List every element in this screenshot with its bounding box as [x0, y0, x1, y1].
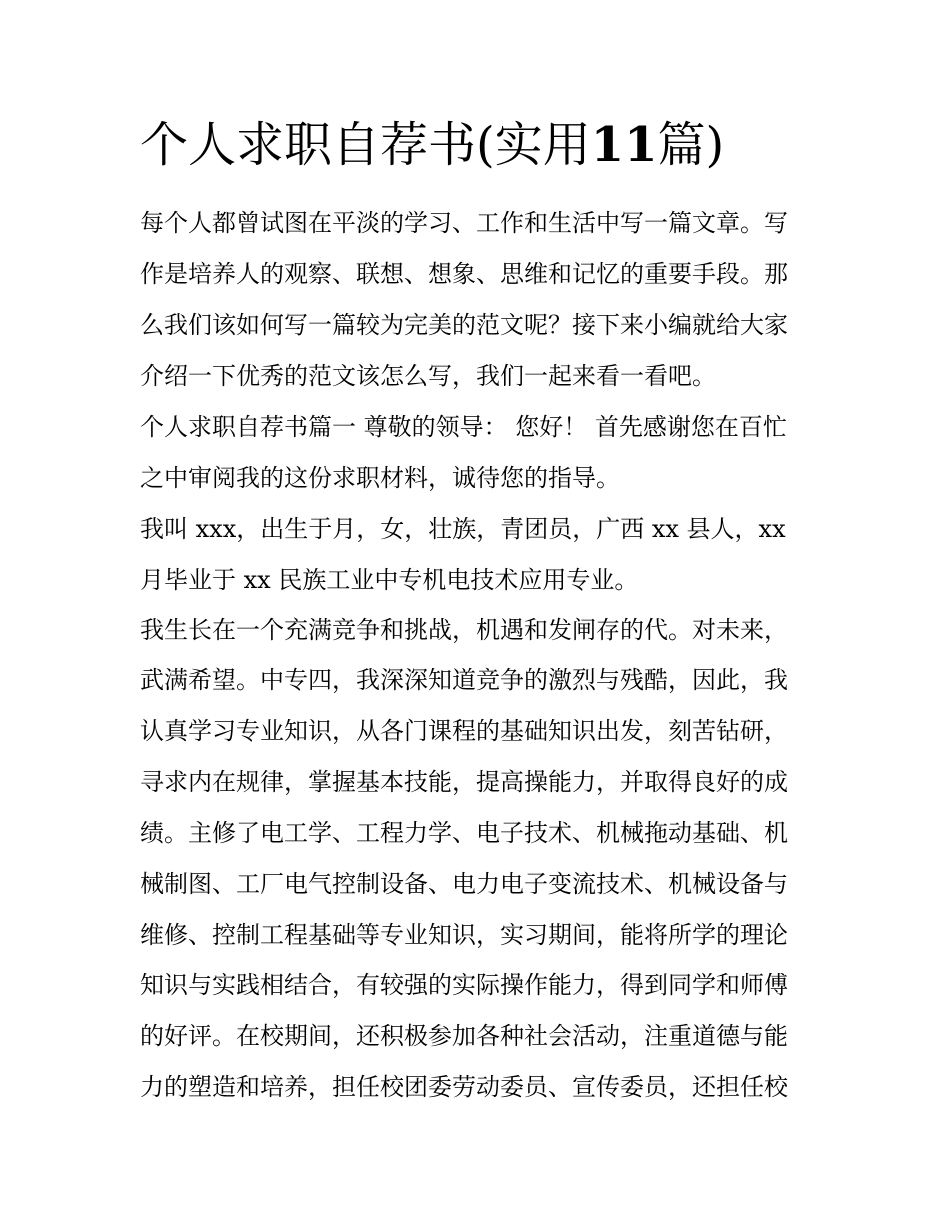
- body-line: 械制图、工厂电气控制设备、电力电子变流技术、机械设备与: [140, 870, 788, 898]
- title-number: 11: [590, 117, 658, 173]
- body-line: 绩。主修了电工学、工程力学、电子技术、机械拖动基础、机: [140, 819, 788, 847]
- body-line: 力的塑造和培养，担任校团委劳动委员、宣传委员，还担任校: [140, 1073, 788, 1101]
- body-line: 我生长在一个充满竞争和挑战，机遇和发闸存的代。对未来，: [140, 616, 788, 644]
- body-line: 月毕业于 xx 民族工业中专机电技术应用专业。: [140, 566, 639, 594]
- body-line: 作是培养人的观察、联想、想象、思维和记忆的重要手段。那: [140, 260, 788, 288]
- body-line: 维修、控制工程基础等专业知识，实习期间，能将所学的理论: [140, 921, 788, 949]
- body-line: 个人求职自荐书篇一 尊敬的领导： 您好！ 首先感谢您在百忙: [140, 413, 787, 441]
- document-title: [140, 112, 724, 178]
- title-end: 篇): [657, 117, 725, 173]
- body-line: 认真学习专业知识，从各门课程的基础知识出发，刻苦钻研，: [140, 717, 788, 745]
- body-line: 每个人都曾试图在平淡的学习、工作和生活中写一篇文章。写: [140, 209, 788, 237]
- body-line: 知识与实践相结合，有较强的实际操作能力，得到同学和师傅: [140, 971, 788, 999]
- body-line: 之中审阅我的这份求职材料，诚待您的指导。: [140, 464, 620, 492]
- body-line: 介绍一下优秀的范文该怎么写，我们一起来看一看吧。: [140, 362, 716, 390]
- body-line: 么我们该如何写一篇较为完美的范文呢？接下来小编就给大家: [140, 311, 788, 339]
- body-line: 寻求内在规律，掌握基本技能，提高操能力，并取得良好的成: [140, 768, 788, 796]
- body-line: 武满希望。中专四，我深深知道竞争的激烈与残酷，因此，我: [140, 666, 788, 694]
- body-line: 我叫 xxx，出生于月，女，壮族，青团员，广西 xx 县人，xx: [140, 515, 786, 543]
- title-main: 个人求职自荐书(实用: [140, 117, 591, 173]
- body-line: 的好评。在校期间，还积极参加各种社会活动，注重道德与能: [140, 1022, 788, 1050]
